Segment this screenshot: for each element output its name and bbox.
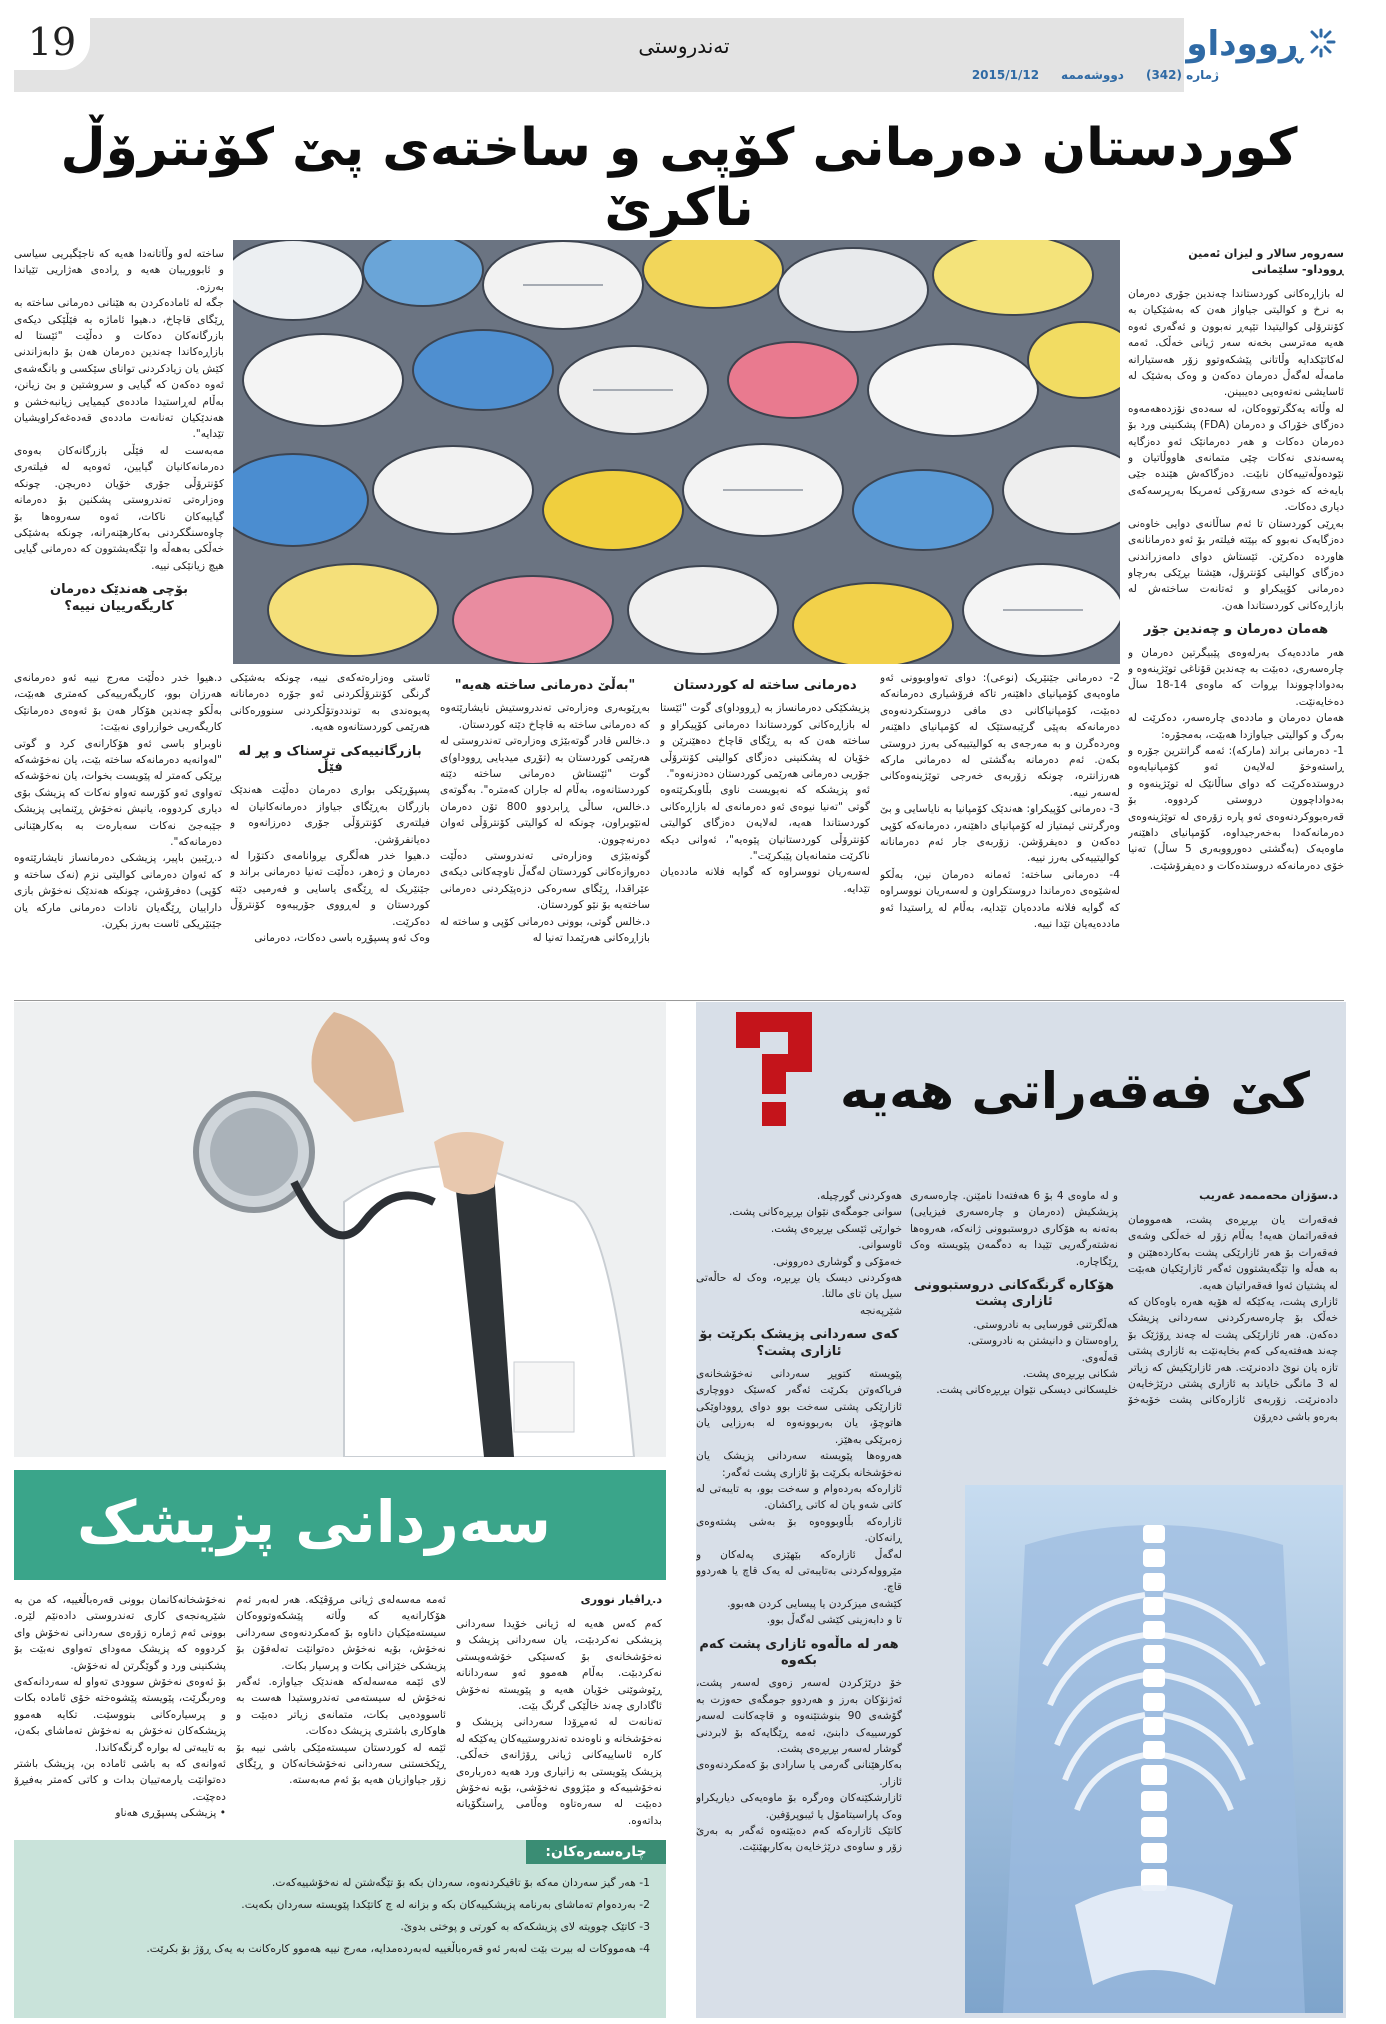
list-item: هەروەها پێویستە سەردانی پزیشک یان نەخۆشخانە بکرێت بۆ ئازاری پشت ئەگەر:	[696, 1450, 902, 1479]
article-column-quote	[440, 670, 650, 986]
pills-photo	[233, 240, 1120, 664]
subheading: بازرگانییەکی ترسناک و پڕ لە فێڵ	[238, 743, 422, 776]
tips-box	[14, 1840, 666, 2018]
logo-text: ڕووداو	[1186, 24, 1302, 64]
subheading: بۆچی هەندێک دەرمان کاریگەرییان نییە؟	[50, 582, 188, 614]
list-item: قەڵەوی.	[1081, 1351, 1118, 1364]
paragraph: لە وڵاتە یەکگرتووەکان، لە سەدەی نۆزدەهەمەوە دەزگای خۆراک و دەرمان (FDA) پشکنینی ورد بۆ دەرمان دەکات و هەر دەرمانێک ئەو دەزگایە پەسەندی نەکات چێی متمانەی هاووڵاتیان و نێودەوڵەتییەکان نابێت. دەزگاکەش هێندە جێی بایەخە کە خودی سەرۆکی ئەمریکا بەرپرسەکەی دیاری دەکات.	[1128, 402, 1344, 514]
doctor-visit-title: سەردانی پزیشک	[77, 1488, 551, 1556]
list-item: ئاوسوانی.	[858, 1239, 902, 1252]
tip-item: 1- هەر گیز سەردان مەکە بۆ تاقیکردنەوە، سەردان بکە بۆ تێگەشتن لە نەخۆشییەکەت.	[271, 1876, 650, 1889]
tip-item: 3- کاتێک چوویتە لای پزیشکەکە بە کورتی و پوختی بدوێ.	[400, 1920, 650, 1933]
paragraph: وەک ئەو پسپۆڕە باسی دەکات، دەرمانی	[254, 932, 430, 945]
paragraph: گوتەبێژی وەزارەتی تەندروستی دەڵێت دەروازەکانی کوردستان لەگەڵ ناوچەکانی دیکەی عێراقدا، ڕێگای سەرەکی دزەپێکردنی دەرمانی ساختەیە بۆ نێو کوردستان.	[440, 850, 650, 912]
byline-authors: سەروەر سالار و لیزان ئەمین	[1188, 247, 1344, 260]
issue-date: 2015/1/12	[971, 68, 1040, 82]
paragraph: لە بازاڕەکانی کوردستاندا چەندین جۆری دەرمان بە نرخ و کوالیتی جیاواز هەن کە بەشێکیان بە کۆنترۆلی کوالیتیدا تێپەڕ نەبوون و ئەگەری ئەوە هەیە مەترسی بخەنە سەر ژیانی خەڵک. ئەمە لەکاتێکدایە وڵاتانی پێشکەوتوو زۆر هەستیارانە مامەڵە لەگەڵ دەرمان دەکەن و وەک بەشێک لە ئاسایشی نەتەوەیی دەیبینن.	[1128, 288, 1344, 399]
list-item: خۆ درێژکردن لەسەر زەوی لەسەر پشت، ئەژنۆکان بەرز و هەردوو جومگەی حەوزت بە گۆشەی 90 بنوشتێنەوە و قاچەکانت لەسەر کورسییەک دابنێ، ئەمە ڕێگایەکە بۆ لابردنی گوشار لەسەر بڕبڕەی پشت.	[696, 1677, 902, 1755]
tips-list	[30, 1872, 650, 1960]
spine-graphic	[965, 1485, 1343, 2013]
paragraph: • پزیشکی پسپۆڕی هەناو	[115, 1807, 226, 1820]
list-item: لەگەڵ ئازارەکە بێهێزی پەلەکان و مێروولەکردنی بەتایبەتی لە یەک قاچ یا هەردوو قاچ.	[696, 1548, 902, 1594]
list-item: سوانی جومگەی نێوان بڕبڕەکانی پشت.	[729, 1206, 902, 1219]
paragraph: 2- دەرمانی جێنێریک (نوعی): دوای تەواوبوونی ئەو ماوەیەی کۆمپانیای داهێنەر تاکە فرۆشیاری دەرمانەکە دەبێت، کۆمپانیاکانی دی مافی دروستکردنەوەی دەرمانەکە بەپێی گرێبەستێک لە کۆمپانیای داهێنەر وەردەگرن و بە مەرجەی بە کوالیتییەکی بەرز دروستی بکەن. ئەم دەرمانە بەگشتی لە دەرمانی مارکە هەرزانترە، چونکە زۆربەی خەرجی توێژینەوەکانی لەسەر نییە.	[880, 672, 1120, 799]
issue-info	[919, 68, 1219, 82]
paragraph: تەنانەت لە ئەمڕۆدا سەردانی پزیشک و نەخۆشخانە و ناوەندە تەندروستییەکان یەکێکە لە کارە ئاساییەکانی ژیانی ڕۆژانەی خەڵکی. پزیشک پێویستی بە زانیاری ورد هەیە دەربارەی نەخۆشییەکە و مێژووی نەخۆشی، بۆیە نەخۆش دەبێت لە سەرەتاوە وەڵامی ڕاستگۆیانە بداتەوە.	[456, 1716, 662, 1827]
list-item: خلیسکانی دیسکی نێوان بڕبڕەکانی پشت.	[936, 1384, 1118, 1397]
paragraph: هەمان دەرمان و ماددەی چارەسەر، دەکرێت لە بەرگ و کوالیتی جیاوازدا هەبێت، بەمجۆرە:	[1128, 712, 1344, 741]
paragraph: جگە لە ئامادەکردن بە هێنانی دەرمانی ساختە بە ڕێگای قاچاخ، د.هیوا ئاماژە بە فێڵێکی دیکەی بازرگانەکان دەکات و دەڵێت "ئێستا لە بازاڕەکاندا چەندین دەرمان هەن بۆ دابەزاندنی کێش یان زیادکردنی توانای سێکسی و بانگەشەی ئەوە دەکەن کە گیایی و سروشتین و بێ زیانن، بەڵام لەڕاستیدا ماددەی کیمیایی زیانبەخشن و هەندێکیان تەنانەت ماددەی قەدەغەکراویشیان تێدایە".	[14, 297, 224, 441]
paragraph: د.خالس قادر گوتەبێژی وەزارەتی تەندروستی لە هەرێمی کوردستان بە (تۆڕی میدیایی ڕووداو)ی گوت "ئێستاش دەرمانی ساختە دێتە کوردستانەوە، بەڵام لە جاران کەمترە". بەگوتەی د.خالس، ساڵی ڕابردوو 800 تۆن دەرمان لەنێوبراون، چونکە لە کوالیتی کۆنترۆڵی ئەوان دەرنەچوون.	[440, 735, 650, 846]
doctor-photo	[14, 1002, 666, 1457]
paragraph: ئەو پزیشکە کە نەیویست ناوی بڵاوبکرێتەوە گوتی "تەنیا نیوەی ئەو دەرمانەی لە بازاڕەکانی کوردستاندا هەیە، لەلایەن دەزگای کوالیتی کۆنترۆڵی کوردستانیان پێوەیە"، ئەوانی دیکە ناکرێت متمانەیان پێبکرێت".	[660, 784, 870, 863]
article-column-left	[14, 246, 224, 666]
list-item: خوارێی ئێسکی بڕبڕەی پشت.	[770, 1222, 902, 1235]
page-number: 19	[14, 18, 90, 70]
article-column-bottom-2	[230, 670, 430, 986]
paragraph: بەڕێی کوردستان تا ئەم ساڵانەی دوایی خاوەنی دەزگایەک نەبوو کە بپێتە فیلتەر بۆ ئەو دەرمانانەی هاوردە دەکرێن. ئێستاش دوای دامەزراندنی دەزگای کوالیتی کۆنترۆل، هێشتا بڕێکی بەرچاو دەرمانی کۆپیکراو و ئەتانەت ساختەش لە بازاڕەکانی کوردستاندا هەن.	[1128, 517, 1344, 612]
when-list	[696, 1366, 902, 1629]
byline: د.سۆزان محەممەد غەریب	[1199, 1189, 1338, 1202]
logo-burst-icon	[1306, 28, 1336, 58]
paragraph: کەم کەس هەیە لە ژیانی خۆیدا سەردانی پزیشکی نەکردبێت، یان سەردانی پزیشک و نەخۆشخانەی بۆ کەسێکی خۆشەویستی نەکردبێت. بەڵام هەموو ئەو سەردانانە ڕێوشوێنی خۆیان هەیە و پێویستە نەخۆش ئاگاداری چەند خاڵێکی گرنگ بێت.	[456, 1618, 662, 1713]
paragraph: 4- دەرمانی ساختە: ئەمانە دەرمان نین، بەڵکو لەشێوەی دەرماندا دروستکراون و لەسەریان نووسراوە کە گوایە فلانە ماددەیان تێدایە، بەڵام لە ڕاستیدا ئەو ماددەیەیان تێدا نییە.	[880, 868, 1120, 931]
home-remedies-list	[696, 1675, 902, 1855]
tip-item: 4- هەمووکات لە بیرت بێت لەبەر ئەو قەرەباڵغییە لەبەردەمدایە، مەرج نییە هەموو کارەکانت بە یەک ڕۆژ بۆ بکرێت.	[146, 1942, 650, 1955]
paragraph: د.خالس گوتی، بوونی دەرمانی کۆپی و ساختە لە بازاڕەکانی هەرێمدا تەنیا لە	[440, 915, 650, 945]
paragraph: فەقەرات یان بڕبڕەی پشت، هەموومان فەقەراتمان هەیە! بەڵام زۆر لە خەڵکی وشەی فەقەرات بۆ هەر ئازارێکی پشت بەکاردەهێنن و بە هەڵە وا تێگەیشتوون ئەگەر ئازارێکیان هەبێت لە پشتیان ئەوا فەقەراتیان هەیە.	[1128, 1214, 1338, 1292]
pills-illustration	[233, 240, 1120, 664]
byline	[1128, 246, 1344, 278]
list-item: کاتێک ئازارەکە کەم دەبێتەوە ئەگەر بە بەرێ زۆر و ساوەی درێژخایەن بەکاربهێنێت.	[696, 1825, 902, 1854]
article-column-mid	[660, 670, 870, 986]
doctor-article-column-3	[14, 1592, 226, 1832]
section-title: تەندروستی	[638, 34, 730, 58]
paragraph: لای ئێمە مەسەلەکە هەندێک جیاوازە. ئەگەر نەخۆش لە سیستەمی تەندروستیدا هەست بە ئاسوودەیی بکات، متمانەی زیاتر دەبێت و هاوکاری باشتری پزیشک دەکات.	[236, 1676, 446, 1738]
conditions-list	[696, 1188, 902, 1319]
list-item: بەکارهێنانی گەرمی یا سارادی بۆ کەمکردنەوەی ئازار.	[696, 1759, 902, 1788]
article-column-right	[1128, 246, 1344, 986]
paragraph: د.ڕێبین باپیر، پزیشکی دەرمانساز نایشارێتەوە کە ئەوان دەرمانی کوالیتی نزم (نەک ساختە و کۆپی) دەفرۆشن، چونکە هەندێک نەخۆش بازی داراییان ڕێگەیان نادات دەرمانی مارکە یان جێنێریکی ئاست بەرز بکڕن.	[14, 852, 222, 931]
issue-day: دووشەممە	[1061, 68, 1124, 82]
list-item: ئازارەکە بەردەوام و سەخت بوو، بە تایبەتی لە کاتی شەو یان لە کاتی ڕاکشان.	[696, 1482, 902, 1512]
list-item: تا و دابەزینی کێشی لەگەڵ بوو.	[766, 1614, 902, 1627]
issue-number: ژمارە (342)	[1145, 68, 1219, 82]
list-item: پێویستە کتوپڕ سەردانی نەخۆشخانەی فریاکەوتن بکرێت ئەگەر کەسێک دووچاری ئازارێکی پشتی سەخت بوو دوای ڕووداوێکی هاتوچۆ، یان بەربوونەوە لە بەرزایی یان زەبرێکی بەهێز.	[696, 1368, 902, 1446]
spine-illustration	[965, 1485, 1343, 2013]
subheading: "بەڵێ دەرمانی ساختە هەیە"	[454, 678, 636, 693]
list-item: ئازارەکە بڵاوبووەوە بۆ بەشی پشتەوەی ڕانەکان.	[696, 1515, 902, 1545]
paragraph: ئێمە لە کوردستان سیستەمێکی باشی نییە بۆ ڕێکخستنی سەردانی نەخۆشخانەکان و ڕێگای زۆر جیاوازیان هەیە بۆ ئەم مەبەستە.	[236, 1741, 446, 1787]
list-item: هەوکردنی دیسک یان بڕبڕە، وەک لە حاڵەتی سیل یان تای مالتا.	[696, 1272, 902, 1301]
list-item: هەڵگرتنی قورسایی بە نادروستی.	[973, 1318, 1118, 1331]
main-headline: کوردستان دەرمانی کۆپی و ساختەی پێ کۆنترۆڵ ناکرێ	[60, 118, 1298, 238]
paragraph: ساختە لەو وڵاتانەدا هەیە کە ناجێگیریی سیاسی و ئابووریبان هەیە و ڕادەی هەژاریی تێیاندا بەرزە.	[14, 248, 224, 293]
paragraph: 3- دەرمانی کۆپیکراو: هەندێک کۆمپانیا بە نایاسایی و بێ وەرگرتنی ئیمتیاز لە کۆمپانیای داهێنەر، دەرمانەکە کۆپی دەکەن و دەیفرۆشن. زۆربەی جار ئەم دەرمانانە کوالیتییەکی بەرز نییە.	[880, 803, 1120, 865]
paragraph: ئازاری پشت، یەکێکە لە هۆیە هەرە باوەکان کە خەڵک بۆ چارەسەرکردنی سەردانی پزیشک دەکەن. هەر ئازارێکی پشت لە چەند ڕۆژێک بۆ چەند هەفتەیەکی کەم بخایەنێت بە ئازاری پشتی تازە یان نوێ دادەنرێت. هەر ئازارێکیش کە زیاتر لە 3 مانگی خایاند بە ئازاری پشتی درێژخایەن دادەنرێت. زۆربەی ئازارەکانی پشت خۆبەخۆ بەرەو باشی دەڕۆن	[1128, 1296, 1338, 1423]
doctor-article-column-2	[236, 1592, 446, 1832]
paragraph: پسپۆڕێکی بواری دەرمان دەڵێت هەندێک بازرگان بەڕێگای جیاواز دەرمانەکانیان لە فیلتەری کۆنترۆڵی جۆری دەرزانەوە و دەیانفرۆشن.	[230, 784, 430, 846]
byline-location: ڕووداو- سلێمانی	[1251, 263, 1344, 276]
faq-column-3	[696, 1188, 902, 2018]
back-pain-title: کێ فەقەراتی هەیە	[840, 1062, 1310, 1120]
masthead-bar	[14, 18, 1344, 92]
doctor-illustration	[14, 1002, 666, 1457]
causes-list	[910, 1317, 1118, 1399]
paragraph: ئەمە مەسەلەی ژیانی مرۆڤێکە. هەر لەبەر ئەم هۆکارانەیە کە وڵاتە پێشکەوتووەکان سیستەمێکیان داناوە بۆ کەمکردنەوەی سەردانی نەخۆش، بۆیە نەخۆش دەتوانێت تەلەفۆن بۆ پزیشکی خێزانی بکات و پرسیار بکات.	[236, 1594, 446, 1672]
article-column-bottom-1	[14, 670, 222, 986]
paragraph: بۆ ئەوەی نەخۆش سوودی تەواو لە سەردانەکەی وەربگرێت، پێویستە پێشوەختە خۆی ئامادە بکات و پرسیارەکانی بنووسێت. تکایە هەموو پزیشکەکان نەخۆش بە نەخۆش تەماشای بکەن، بە تایبەتی لە بوارە گرنگەکاندا.	[14, 1676, 226, 1754]
subheading: کەی سەردانی پزیشک بکرێت بۆ ئازاری پشت؟	[699, 1327, 899, 1359]
list-item: هەوکردنی گورچیلە.	[816, 1190, 902, 1202]
paragraph: و لە ماوەی 4 بۆ 6 هەفتەدا نامێنن. چارەسەری پزیشکیش (دەرمان و چارەسەری فیزیایی) بەتەنە بە هۆکاری دروستبوونی ژانەکە، هەروەها نەشتەرگەریی تێیدا بە دەگمەن پێویستە وەک ڕێگاچارە.	[910, 1190, 1118, 1268]
doctor-article-column-1	[456, 1592, 662, 1832]
question-mark-icon	[726, 1002, 822, 1134]
subheading: هەر لە ماڵەوە ئازاری پشت کەم بکەوە	[699, 1636, 899, 1668]
subheading: هەمان دەرمان و چەندین جۆر	[1143, 622, 1329, 638]
section-divider	[14, 1000, 1344, 1001]
paragraph: مەبەست لە فێڵی بازرگانەکان بەوەی دەرمانەکانیان گیایین، ئەوەیە لە فیلتەری کۆنترۆڵی جۆری خۆیان دەربچن. چونکە وەزارەتی تەندروستی پشکنین بۆ دەرمانە گیاییەکان ناکات، ئەوە سەروەها بۆ چاوەسنگکردنی بەکارهێنەرانە، چونکە بەشێکی خەڵکی بەهەڵە وا تێگەیشتوون کە دەرمانی گیایی هیچ زیانێکی نییە.	[14, 444, 224, 572]
tips-header: چارەسەرەکان:	[526, 1840, 666, 1864]
subheading: دەرمانی ساختە لە کوردستان	[673, 678, 857, 693]
paragraph: بەڕێوبەری وەزارەتی تەندروستیش نایشارێتەوە کە دەرمانی ساختە بە قاچاخ دێتە کوردستان.	[440, 702, 650, 731]
paragraph: لەسەریان نووسراوە کە گوایە فلانە ماددەیان تێدایە.	[660, 866, 870, 895]
doctor-visit-banner	[14, 1470, 666, 1580]
list-item: کێشەی میزکردن یا پیسایی کردن هەبوو.	[727, 1597, 902, 1610]
paragraph: هەر ماددەیەک بەرلەوەی پێبیگرتین دەرمان و چارەسەری، دەبێت بە چەندین قۆناغی توێژینەوە و بەدواداچووندا بڕوات کە ماوەی 14-18 ساڵ دەخایەنێت.	[1128, 646, 1344, 708]
byline: د.ڕاڤیار نووری	[580, 1593, 662, 1606]
list-item: خەمۆکی و گوشاری دەروونی.	[772, 1255, 902, 1268]
paragraph: نەخۆشخانەکانمان بوونی قەرەباڵغییە، کە من بە شێرپەنجەی کاری تەندروستی دادەنێم لێرە. بوونی ئەم ژمارە زۆرەی سەردانی نەخۆش وای کردووە کە پزیشک مەودای تەواوی نەبێت بۆ پشکنینی ورد و گوێگرتن لە نەخۆش.	[14, 1594, 226, 1672]
paragraph: ناوبراو باسی ئەو هۆکارانەی کرد و گوتی "لەوانەیە دەرمانەکە ساختە بێت، یان نەخۆشەکە بڕێکی کەمتر لە پێویست بخوات، یان نەخۆشەکە تەواوی ئەو کۆرسە تەواو نەکات کە پزیشک بۆی دیاری کردووە، یانیش نەخۆش ڕێنمایی پزیشک جێبەجێ نەکات سەبارەت بە بەکارهێنانی دەرمانەکە".	[14, 737, 222, 849]
paragraph: ئەوانەی کە بە باشی ئامادە بن، پزیشک باشتر دەتوانێت یارمەتییان بدات و کاتی کەمتر بەفیڕۆ دەچێت.	[14, 1758, 226, 1803]
paragraph: د.هیوا خدر هەڵگری بڕوانامەی دکتۆرا لە دەرمان و ژەهر، دەڵێت تەنیا دەرمانی براند و جێنێریک لە ڕێگەی یاسایی و فەرمیی دێتە کوردستان و لەڕووی جۆرییەوە کۆنترۆڵ دەکرێت.	[230, 850, 430, 928]
paragraph	[456, 1829, 662, 1832]
list-item: شکانی بڕبڕەی پشت.	[1022, 1368, 1118, 1381]
paragraph: ئاستی وەزارەتەکەی نییە، چونکە بەشێکی گرنگی کۆنترۆڵکردنی ئەو جۆرە دەرمانانە پەیوەندی بە تونددوتۆڵکردنی سنوورەکانی هەرێمی کوردستانەوە هەیە.	[230, 672, 430, 734]
faq-column-1	[1128, 1188, 1338, 1478]
list-item: ئازارشکێنەکان وەرگرە بۆ ماوەیەکی دیاریکراو وەک پاراسیتامۆل یا ئیبوپرۆفین.	[696, 1792, 902, 1821]
paragraph: پزیشکێکی دەرمانساز بە (ڕووداو)ی گوت "ئێستا لە بازاڕەکانی کوردستاندا دەرمانی کۆپیکراو و ساختە هەن کە بە ڕێگای قاچاخ دەهێنرێن و خۆیان لە پشکنینی دەزگای کوالیتی کۆنترۆڵی جۆریی دەرمانی هەرێمی کوردستان دەدزنەوە".	[660, 702, 870, 781]
tip-item: 2- بەردەوام تەماشای بەرنامە پزیشکییەکان بکە و بزانە لە چ کاتێکدا پێویستە سەردان بکەیت.	[241, 1898, 650, 1911]
faq-column-2	[910, 1188, 1118, 1478]
paragraph: 1- دەرمانی براند (مارکە): ئەمە گرانترین جۆرە و ڕاستەوخۆ لەلایەن ئەو کۆمپانیایەوە دروستدەکرێت کە دوای ساڵانێک لە توێژینەوە و بەدواداچوون دروستی کردووە. بۆ قەرەبووکردنەوەی ئەو پارە زۆرەی لە توێژینەوەی دەرمانەکەدا بەخەرجیداوە، کۆمپانیای داهێنەر ماوەیەک (بەگشتی دەورووبەری 5 ساڵ) تەنیا خۆی دەرمانەکە دروستدەکات و دەیفرۆشێت.	[1128, 744, 1344, 872]
list-item: شێرپەنجە	[859, 1304, 902, 1317]
paragraph: د.هیوا خدر دەڵێت مەرج نییە ئەو دەرمانەی هەرزان بوو، کاریگەرییەکی کەمتری هەبێت، بەڵکو چەندین هۆکار هەن بۆ ئەوەی دەرمانێک کاریگەریی خوازراوی نەبێت:	[14, 672, 222, 734]
article-column-mid-right	[880, 670, 1120, 986]
subheading: هۆکارە گرنگەکانی دروستبوونی ئازاری پشت	[913, 1278, 1115, 1310]
list-item: ڕاوەستان و دانیشتن بە نادروستی.	[967, 1335, 1118, 1348]
